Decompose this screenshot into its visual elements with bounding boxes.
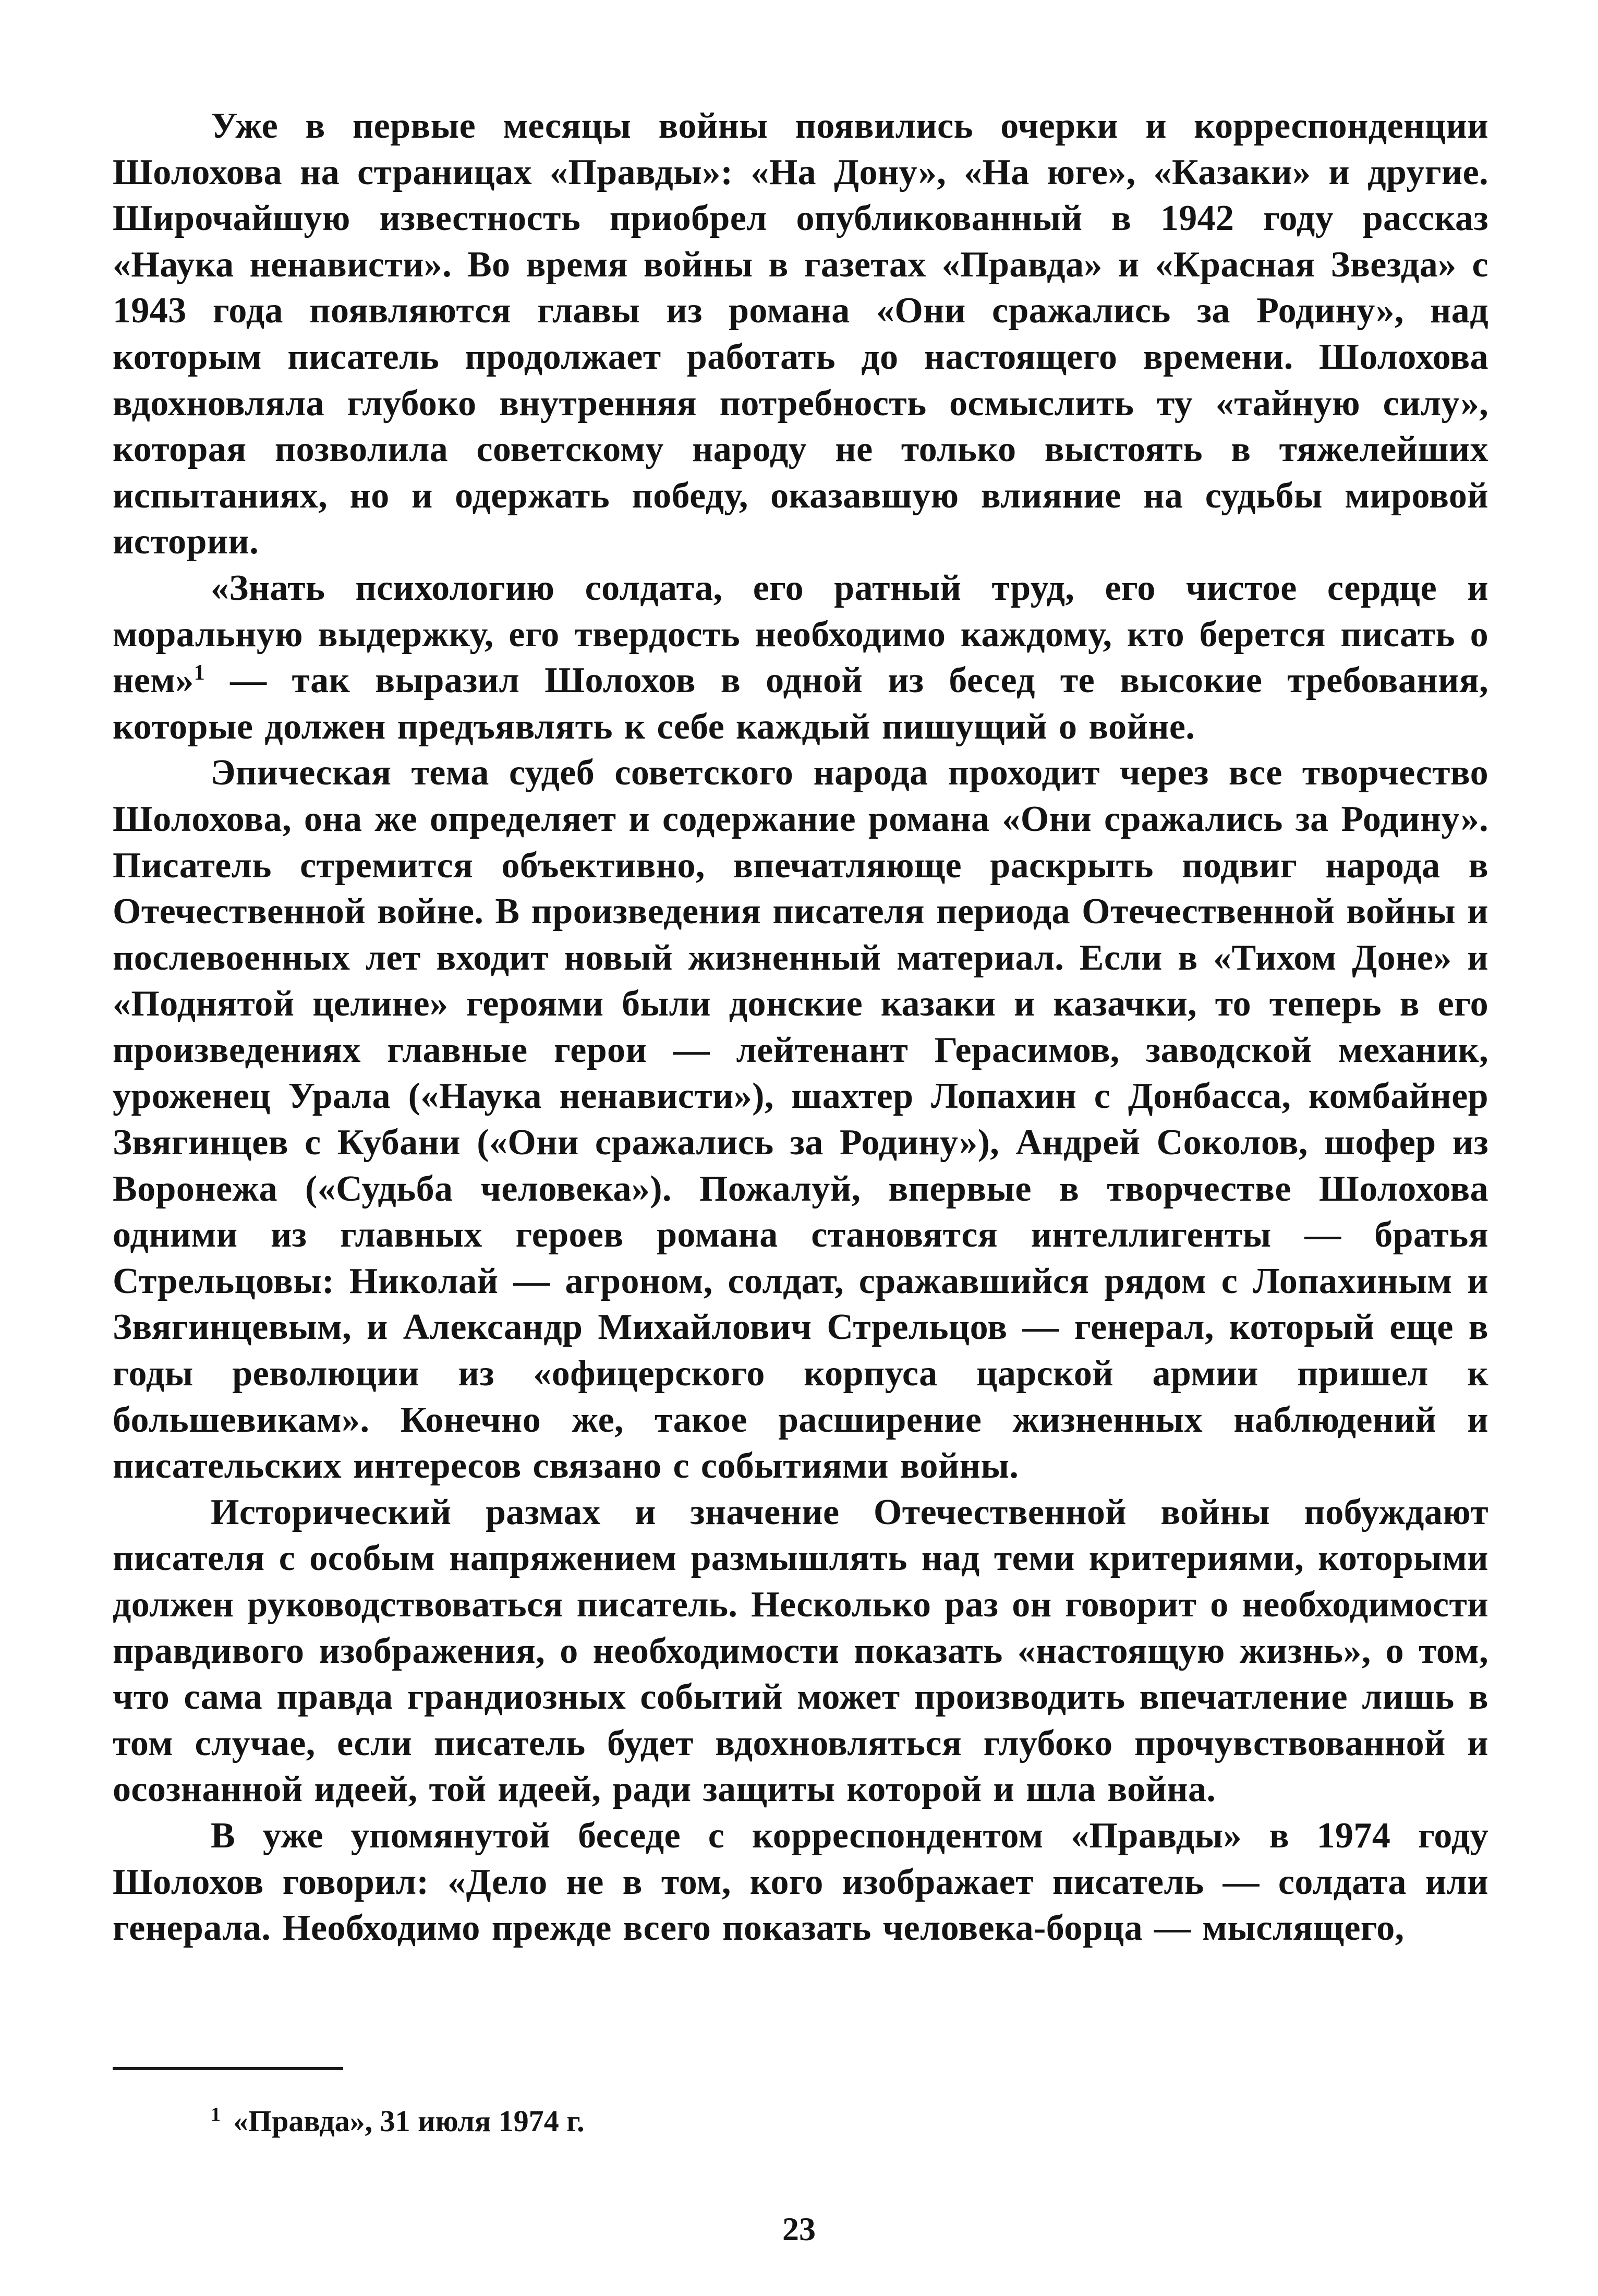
paragraph-text: Исторический размах и значение Отечественной войны побуждают писателя с особым напряжением размышлять над теми критериями, которыми должен руководствоваться писатель. Несколько раз он говорит о необходимости правдивого изображения, о необходимости показать «настоящую жизнь», о том, что сама правда грандиозных событий может производить впечатление лишь в том случае, если писатель будет вдохновляться глубоко прочувствованной и осознанной идеей, той идеей, ради защиты которой и шла война. [113,1492,1488,1810]
paragraph-3 [113,750,1488,1490]
page-number: 23 [782,2210,816,2247]
paragraph-1 [113,103,1488,565]
paragraph-text: «Знать психологию солдата, его ратный труд, его чистое сердце и моральную выдержку, его твердость необходимо каждому, кто берется писать о нем» [113,567,1488,701]
footnote-mark: 1 [211,2104,221,2125]
paragraph-4 [113,1490,1488,1813]
paragraph-2 [113,565,1488,750]
paragraph-text: В уже упомянутой беседе с корреспондентом «Правды» в 1974 году Шолохов говорил: «Дело не в том, кого изображает писатель — солдата или генерала. Необходимо прежде всего показать человека-борца — мыслящего, [113,1815,1488,1949]
paragraph-text: Эпическая тема судеб советского народа проходит через все творчество Шолохова, она же определяет и содержание романа «Они сражались за Родину». Писатель стремится объективно, впечатляюще раскрыть подвиг народа в Отечественной войне. В произведения писателя периода Отечественной войны и послевоенных лет входит новый жизненный материал. Если в «Тихом Доне» и «Поднятой целине» героями были донские казаки и казачки, то теперь в его произведениях главные герои — лейтенант Герасимов, заводской механик, уроженец Урала («Наука ненависти»), шахтер Лопахин с Донбасса, комбайнер Звягинцев с Кубани («Они сражались за Родину»), Андрей Соколов, шофер из Воронежа («Судьба человека»). Пожалуй, впервые в творчестве Шолохова одними из главных героев романа становятся интеллигенты — братья Стрельцовы: Николай — агроном, солдат, сражавшийся рядом с Лопахиным и Звягинцевым, и Александр Михайлович Стрельцов — генерал, который еще в годы революции из «офицерского корпуса царской армии пришел к большевикам». Конечно же, такое расширение жизненных наблюдений и писательских интересов связано с событиями войны. [113,753,1488,1487]
footnote-divider [113,2067,343,2070]
paragraph-text: Уже в первые месяцы войны появились очерки и корреспонденции Шолохова на страницах «Правды»: «На Дону», «На юге», «Казаки» и другие. Широчайшую известность приобрел опубликованный в 1942 году рассказ «Наука ненависти». Во время войны в газетах «Правда» и «Красная Звезда» с 1943 года появляются главы из романа «Они сражались за Родину», над которым писатель продолжает работать до настоящего времени. Шолохова вдохновляла глубоко внутренняя потребность осмыслить ту «тайную силу», которая позволила советскому народу не только выстоять в тяжелейших испытаниях, но и одержать победу, оказавшую влияние на судьбы мировой истории. [113,106,1488,562]
main-text [113,103,1488,1952]
footnote [113,2103,1488,2140]
footnote-text: «Правда», 31 июля 1974 г. [233,2104,585,2138]
paragraph-text-continued: — так выразил Шолохов в одной из бесед те высокие требования, которые должен предъявлять к себе каждый пишущий о войне. [113,660,1488,747]
footnote-reference[interactable]: 1 [193,661,205,685]
paragraph-5 [113,1813,1488,1952]
